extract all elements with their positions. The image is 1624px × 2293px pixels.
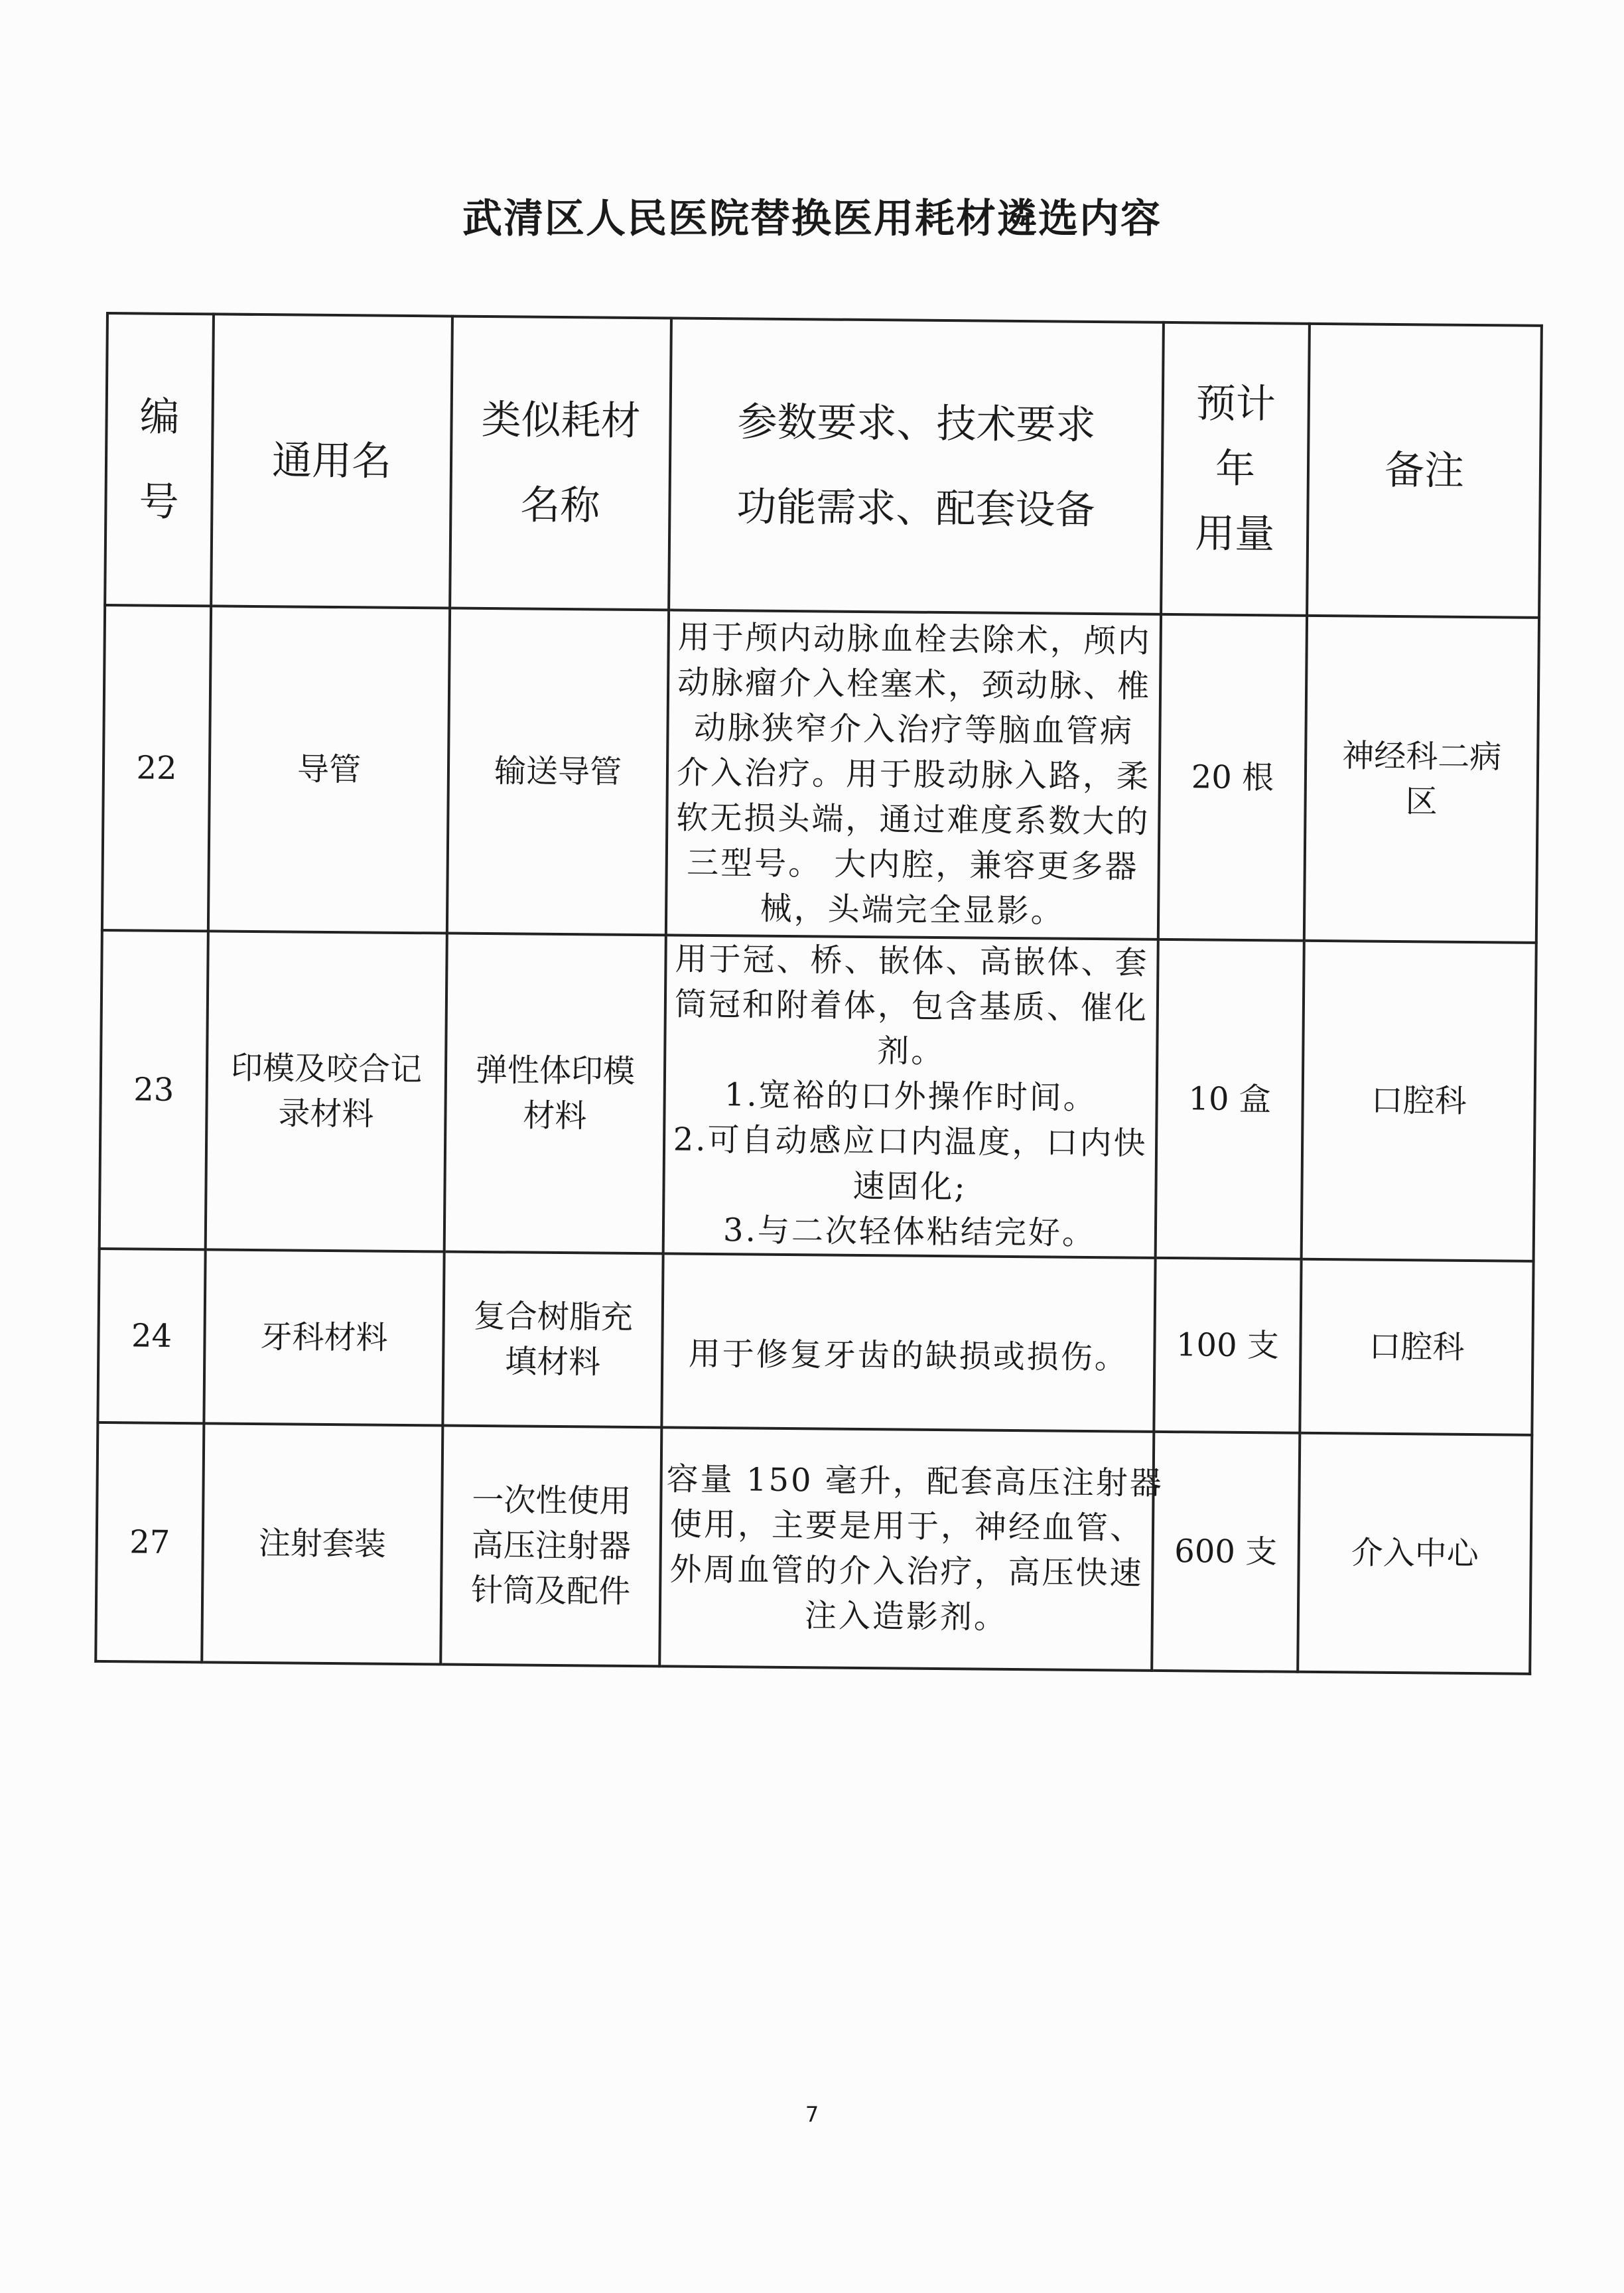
cell-spec: 用于冠、桥、嵌体、高嵌体、套 筒冠和附着体，包含基质、催化 剂。 1.宽裕的口外操作时间。 2.可自动感应口内温度，口内快 速固化; 3.与二次轻体粘结完好。 [663,935,1158,1257]
header-spec: 参数要求、技术要求 功能需求、配套设备 [669,318,1164,614]
table-row [98,1249,1533,1435]
header-name: 通用名 [211,314,452,608]
table-row [102,605,1539,943]
cell-similar: 输送导管 [447,608,669,936]
page-title: 武清区人民医院替换医用耗材遴选内容 [462,196,1162,242]
cell-qty: 100 支 [1154,1258,1301,1433]
table-row [100,930,1536,1261]
cell-similar: 复合树脂充 填材料 [442,1252,663,1428]
header-qty: 预计 年 用量 [1161,322,1310,616]
table-row [96,1423,1532,1674]
cell-id: 27 [96,1423,204,1662]
cell-id: 22 [102,605,211,931]
cell-similar: 弹性体印模 材料 [444,934,666,1254]
cell-id: 23 [100,930,208,1249]
cell-note: 口腔科 [1302,941,1536,1261]
cell-name: 牙科材料 [204,1249,444,1425]
cell-spec: 用于颅内动脉血栓去除术，颅内 动脉瘤介入栓塞术，颈动脉、椎 动脉狭窄介入治疗等脑血管病 介入治疗。用于股动脉入路，柔 软无损头端，通过难度系数大的 三型号。 大内腔，兼容更多器 械，头端完全显影。 [666,610,1161,939]
cell-note: 口腔科 [1300,1259,1533,1435]
cell-spec: 用于修复牙齿的缺损或损伤。 [661,1253,1155,1431]
cell-qty: 20 根 [1158,614,1307,941]
header-id: 编 号 [105,313,214,606]
cell-similar: 一次性使用 高压注射器 针筒及配件 [440,1425,661,1666]
header-similar: 类似耗材 名称 [450,316,671,610]
cell-note: 神经科二病 区 [1304,616,1539,943]
cell-spec: 容量 150 毫升，配套高压注射器 使用，主要是用于，神经血管、 外周血管的介入治疗，高压快速 注入造影剂。 [659,1427,1154,1670]
cell-name: 印模及咬合记 录材料 [206,931,447,1251]
header-note: 备注 [1307,324,1542,618]
cell-qty: 600 支 [1152,1432,1300,1672]
cell-name: 导管 [208,606,450,933]
header-row [105,313,1542,618]
cell-note: 介入中心 [1298,1433,1532,1674]
cell-name: 注射套装 [202,1423,442,1664]
cell-id: 24 [98,1249,205,1423]
page-number: 7 [805,2102,819,2127]
consumables-table [94,312,1543,1675]
cell-qty: 10 盒 [1156,939,1304,1259]
